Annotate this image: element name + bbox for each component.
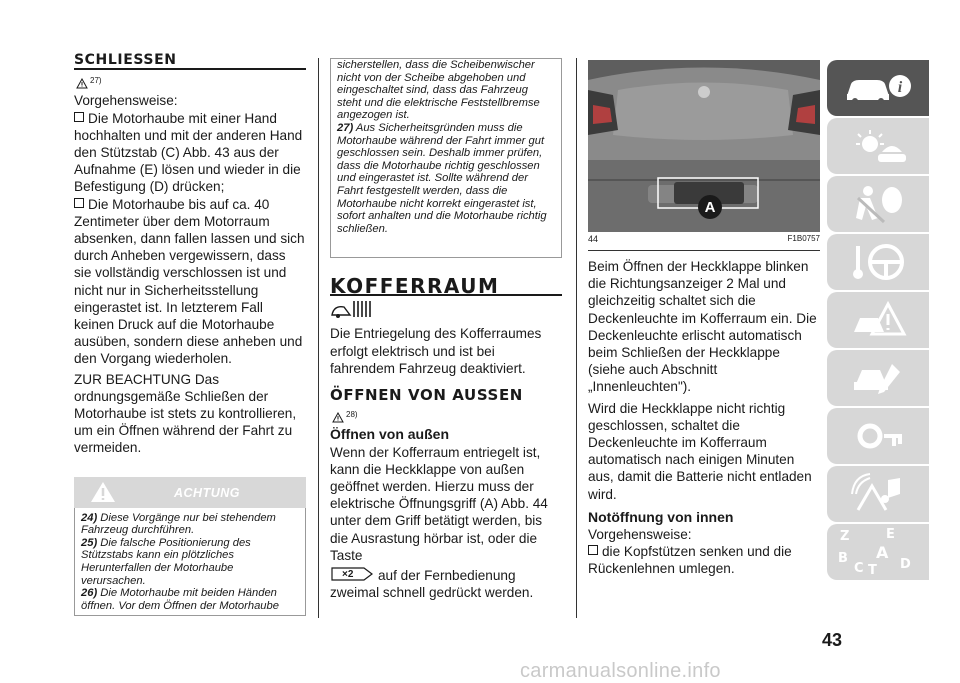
emergency-icon: [848, 298, 908, 342]
body-paragraph: Die Entriegelung des Kofferraumes erfolgt elektrisch und ist bei fahrendem Fahrzeug deaktiviert.: [330, 326, 542, 376]
warning-ref-number: 28): [346, 410, 358, 420]
warning-triangle-icon: [76, 78, 88, 89]
svg-text:i: i: [897, 79, 903, 96]
dashboard-lights-icon: [848, 126, 908, 166]
figure-caption: [588, 232, 820, 251]
car-info-icon: [843, 70, 913, 106]
body-paragraph: Wird die Heckklappe nicht richtig geschlossen, schaltet die Deckenleuchte im Kofferraum automatisch nach einigen Minuten aus, damit die Batterie nicht entladen wird.: [588, 400, 812, 502]
warning-box-continued: [330, 58, 562, 258]
tab-multimedia[interactable]: [827, 466, 929, 522]
column-divider: [576, 58, 577, 618]
warning-box: [74, 508, 306, 616]
tab-car-info[interactable]: [827, 60, 929, 116]
checkbox-bullet-icon: [588, 545, 598, 555]
warning-header: [74, 477, 306, 508]
index-icon: Z E B A C T D: [838, 527, 911, 578]
subheading: Öffnen von außen: [330, 426, 449, 443]
intro-text: Vorgehensweise:: [588, 527, 692, 543]
figure-number: 44: [588, 234, 599, 244]
maintenance-icon: [848, 356, 908, 400]
figure-code: F1B0757: [787, 234, 820, 243]
section-heading: ÖFFNEN VON AUSSEN: [330, 386, 523, 405]
tab-maintenance[interactable]: [827, 350, 929, 406]
warning-triangle-icon: [90, 481, 116, 503]
technical-data-icon: [848, 414, 908, 458]
checkbox-bullet-icon: [74, 112, 84, 122]
key-button-icon: ×2: [330, 566, 374, 582]
page-number: 43: [822, 630, 843, 650]
warning-item: 26) Die Motorhaube mit beiden Händen öffnen. Vor dem Öffnen der Motorhaube: [81, 587, 279, 612]
column-divider: [318, 58, 319, 618]
chapter-tabs: [827, 60, 929, 582]
watermark: carmanualsonline.info: [520, 660, 721, 682]
tab-index[interactable]: [827, 524, 929, 580]
body-paragraph: Wenn der Kofferraum entriegelt ist, kann die Heckklappe von außen geöffnet werden. Hierzu muss der elektrische Öffnungsgriff (A) Abb. 44 unter dem Griff betätigt werden, bis die Ausrastung hörbar ist, oder die Taste: [330, 444, 548, 563]
body-paragraph: Beim Öffnen der Heckklappe blinken die Richtungsanzeiger 2 Mal und gleichzeitig schaltet sich die Deckenleuchte im Kofferraum ein. Die Deckenleuchte erlischt automatisch beim Schließen der Heckklappe (siehe auch Abschnitt „Innenleuchten").: [588, 259, 817, 395]
warning-item: sicherstellen, dass die Scheibenwischer nicht von der Scheibe abgehoben und eingeschaltet sind, dass das Fahrzeug steht und die elektrische Feststellbremse angezogen ist.: [337, 59, 540, 122]
warning-triangle-icon: [332, 412, 344, 423]
warning-ref-number: 27): [90, 76, 102, 86]
note-paragraph: ZUR BEACHTUNG Das ordnungsgemäße Schließen der Motorhaube ist stets zu kontrollieren, um ein Öffnen während der Fahrt zu vermeiden.: [74, 371, 297, 456]
tab-starting-driving[interactable]: [827, 234, 929, 290]
warning-item: 24) Diese Vorgänge nur bei stehendem Fahrzeug durchführen.: [81, 511, 276, 537]
tab-dashboard-lights[interactable]: [827, 118, 929, 174]
warning-reference: [332, 406, 562, 423]
list-item: die Kopfstützen senken und die Rückenlehnen umlegen.: [588, 544, 792, 577]
safety-airbag-icon: [848, 182, 908, 226]
chapter-heading: KOFFERRAUM: [330, 274, 500, 298]
column-2: [330, 58, 562, 601]
tailgate-photo: [588, 60, 820, 232]
figure-44-image: [588, 60, 820, 232]
column-1: [74, 52, 306, 616]
intro-text: Vorgehensweise:: [74, 93, 178, 109]
warning-title: ACHTUNG: [174, 485, 240, 500]
tab-technical-data[interactable]: [827, 408, 929, 464]
checkbox-bullet-icon: [74, 198, 84, 208]
list-item: Die Motorhaube mit einer Hand hochhalten und mit der anderen Hand den Stützstab (C) Abb. 43 aus der Aufnahme (E) lösen und wieder in die Befestigung (D) drücken;: [74, 110, 303, 195]
trunk-lock-icon: [330, 299, 376, 319]
tab-safety[interactable]: [827, 176, 929, 232]
multimedia-icon: [848, 472, 908, 516]
subheading: Notöffnung von innen: [588, 508, 734, 525]
starting-driving-icon: [848, 240, 908, 284]
tab-emergency[interactable]: [827, 292, 929, 348]
warning-item: 27) Aus Sicherheitsgründen muss die Motorhaube während der Fahrt immer gut geschlossen sein. Deshalb immer prüfen, dass die Motorhaube richtig geschlossen und eingerastet ist. Sollte während der Fahrt festgestellt werden, dass die Motorhaube nicht korrekt eingerastet ist, sofort anhalten und die Motorhaube richtig schließen.: [337, 121, 547, 235]
body-paragraph: ×2 auf der Fernbedienung zweimal schnell gedrückt werden.: [330, 568, 534, 601]
callout-a: A: [704, 199, 716, 216]
warning-reference: [76, 72, 306, 89]
column-3: [588, 258, 820, 578]
warning-item: 25) Die falsche Positionierung des Stützstabs kann ein plötzliches Herunterfallen der Motorhaube verursachen.: [81, 536, 251, 587]
section-heading: SCHLIESSEN: [74, 52, 177, 68]
trunk-symbols: [330, 299, 562, 323]
list-item: Die Motorhaube bis auf ca. 40 Zentimeter über dem Motorraum absenken, dann fallen lassen und sich durch Anheben vergewissern, dass sie vollständig verschlossen ist und nicht nur in Sicherheitsstellung eingerastet ist. In letzterem Fall keinen Druck auf die Motorhaube ausüben, sondern diese anheben und den Vorgang wiederholen.: [74, 196, 305, 367]
